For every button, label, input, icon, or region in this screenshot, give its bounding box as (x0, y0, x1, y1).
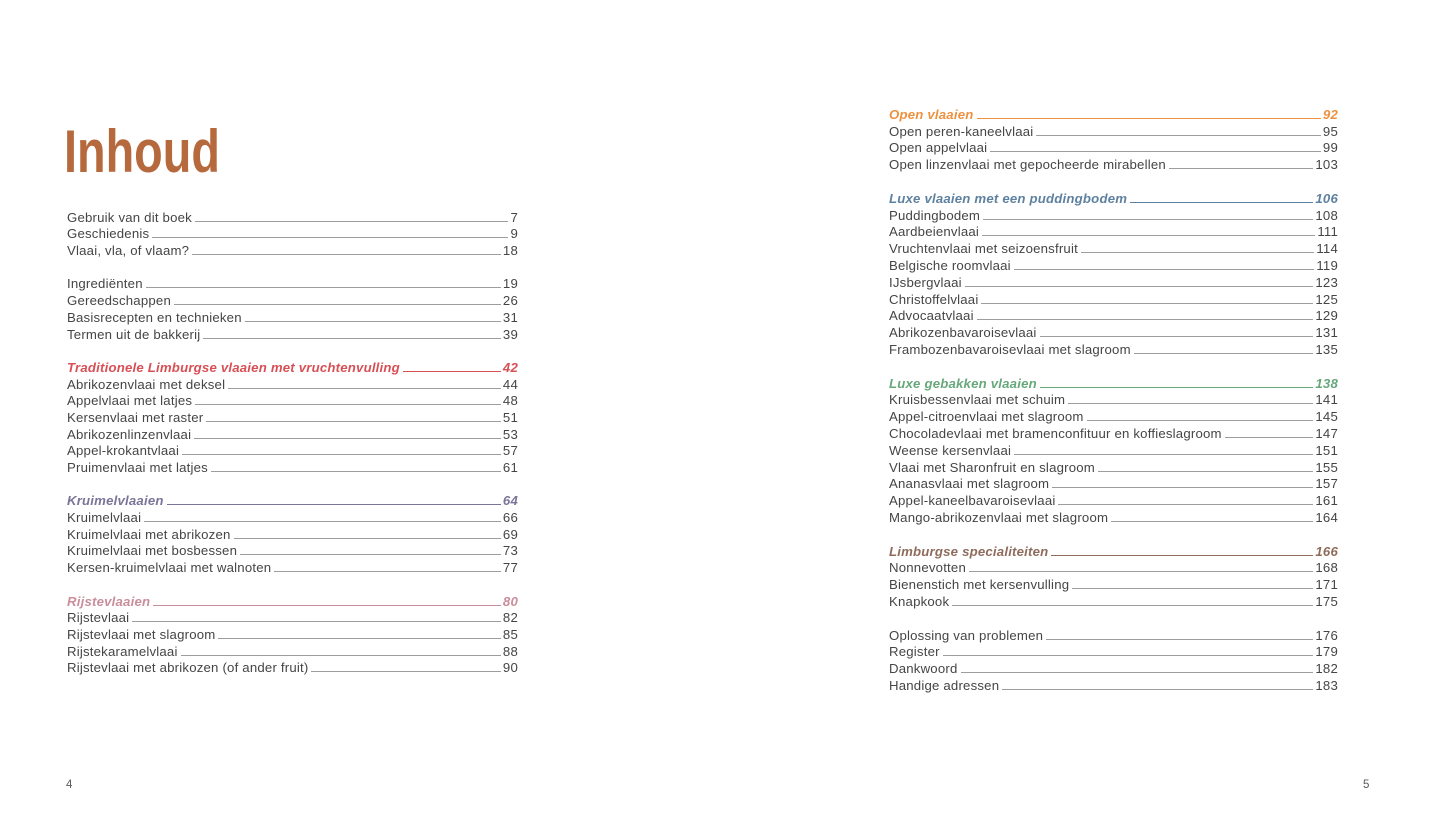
toc-entry-page-number: 73 (502, 543, 518, 559)
leader-line (144, 521, 501, 522)
toc-entry-row (889, 273, 1338, 290)
leader-line (983, 219, 1313, 220)
toc-entry-row (889, 122, 1338, 139)
toc-entry-label: Termen uit de bakkerij (67, 326, 201, 342)
leader-line (965, 286, 1314, 287)
leader-line (203, 338, 501, 339)
toc-entry-label: Rijstevlaai (67, 610, 130, 626)
toc-entry-label: Nonnevotten (889, 560, 966, 576)
toc-section (889, 374, 1338, 525)
toc-section (67, 275, 518, 342)
leader-line (403, 371, 501, 372)
toc-entry-row (889, 424, 1338, 441)
toc-section-header-row (889, 374, 1338, 391)
toc-section (67, 358, 518, 475)
leader-line (1052, 487, 1313, 488)
toc-entry-label: Vruchtenvlaai met seizoensfruit (889, 241, 1078, 257)
toc-entry-row (889, 323, 1338, 340)
toc-entry-row (889, 139, 1338, 156)
leader-line (977, 319, 1314, 320)
toc-entry-row (889, 256, 1338, 273)
toc-entry-row (67, 408, 518, 425)
toc-entry-page-number: 157 (1315, 476, 1338, 492)
toc-entry-label: Frambozenbavaroisevlaai met slagroom (889, 341, 1131, 357)
left-page-number: 4 (66, 779, 73, 791)
toc-entry-row (889, 155, 1338, 172)
toc-section-header-label: Limburgse specialiteiten (889, 543, 1049, 559)
toc-entry-label: Kruisbessenvlaai met schuim (889, 392, 1066, 408)
toc-entry-page-number: 111 (1317, 224, 1338, 240)
toc-entry-row (889, 441, 1338, 458)
toc-entry-label: Mango-abrikozenvlaai met slagroom (889, 509, 1109, 525)
leader-line (1014, 269, 1315, 270)
toc-entry-page-number: 88 (502, 643, 518, 659)
leader-line (182, 454, 501, 455)
toc-entry-label: Kruimelvlaai met bosbessen (67, 543, 238, 559)
toc-entry-row (67, 308, 518, 325)
toc-entry-label: Rijstevlaai met slagroom (67, 626, 216, 642)
toc-entry-row (67, 458, 518, 475)
toc-entry-page-number: 57 (502, 443, 518, 459)
toc-entry-page-number: 39 (502, 326, 518, 342)
toc-entry-label: Appel-citroenvlaai met slagroom (889, 409, 1084, 425)
toc-entry-label: Appelvlaai met latjes (67, 393, 193, 409)
toc-entry-row (889, 223, 1338, 240)
toc-entry-row (67, 542, 518, 559)
toc-entry-label: Christoffelvlaai (889, 291, 979, 307)
toc-entry-page-number: 147 (1315, 425, 1338, 441)
toc-entry-row (67, 275, 518, 292)
toc-entry-label: Ananasvlaai met slagroom (889, 476, 1050, 492)
toc-entry-page-number: 145 (1315, 409, 1338, 425)
toc-entry-row (889, 643, 1338, 660)
toc-entry-page-number: 141 (1315, 392, 1338, 408)
toc-entry-label: Puddingbodem (889, 207, 981, 223)
toc-entry-label: Kruimelvlaai (67, 510, 142, 526)
leader-line (206, 421, 501, 422)
leader-line (1225, 437, 1314, 438)
toc-entry-label: Rijstevlaai met abrikozen (of ander fruit) (67, 660, 309, 676)
toc-section-header-label: Luxe vlaaien met een puddingbodem (889, 190, 1128, 206)
leader-line (195, 404, 501, 405)
toc-entry-page-number: 48 (502, 393, 518, 409)
toc-entry-label: Knapkook (889, 593, 950, 609)
leader-line (195, 221, 508, 222)
toc-entry-page-number: 179 (1315, 644, 1338, 660)
toc-entry-label: Gebruik van dit boek (67, 209, 192, 225)
leader-line (990, 151, 1321, 152)
toc-entry-row (889, 206, 1338, 223)
leader-line (211, 471, 501, 472)
toc-entry-label: Appel-krokantvlaai (67, 443, 180, 459)
toc-entry-page-number: 18 (502, 243, 518, 259)
toc-section (889, 542, 1338, 609)
toc-entry-page-number: 108 (1315, 207, 1338, 223)
toc-entry-row (889, 307, 1338, 324)
toc-entry-row (889, 575, 1338, 592)
leader-line (152, 237, 508, 238)
toc-entry-row (67, 225, 518, 242)
toc-section-header-label: Kruimelvlaaien (67, 493, 164, 509)
toc-entry-row (889, 508, 1338, 525)
toc-entry-label: Geschiedenis (67, 226, 150, 242)
toc-entry-row (67, 325, 518, 342)
toc-entry-label: Register (889, 644, 940, 660)
leader-line (192, 254, 501, 255)
toc-entry-page-number: 19 (502, 276, 518, 292)
toc-entry-row (67, 642, 518, 659)
toc-entry-row (67, 508, 518, 525)
toc-entry-page-number: 26 (502, 293, 518, 309)
leader-line (1081, 252, 1314, 253)
toc-section-header-page-number: 92 (1322, 106, 1338, 122)
toc-entry-label: Open appelvlaai (889, 140, 988, 156)
toc-entry-row (889, 659, 1338, 676)
toc-entry-page-number: 183 (1315, 677, 1338, 693)
toc-entry-row (889, 458, 1338, 475)
leader-line (952, 605, 1313, 606)
toc-entry-page-number: 123 (1315, 274, 1338, 290)
toc-section-header-row (67, 592, 518, 609)
leader-line (1002, 689, 1313, 690)
toc-entry-label: IJsbergvlaai (889, 274, 962, 290)
toc-entry-row (67, 375, 518, 392)
toc-entry-row (67, 291, 518, 308)
leader-line (311, 671, 500, 672)
toc-section (889, 189, 1338, 357)
toc-section-header-page-number: 166 (1315, 543, 1338, 559)
toc-entry-page-number: 168 (1315, 560, 1338, 576)
leader-line (982, 235, 1315, 236)
toc-entry-label: Aardbeienvlaai (889, 224, 980, 240)
leader-line (234, 538, 501, 539)
right-page-number: 5 (1363, 779, 1370, 791)
leader-line (1040, 336, 1314, 337)
leader-line (194, 438, 501, 439)
toc-entry-page-number: 44 (502, 376, 518, 392)
toc-entry-page-number: 135 (1315, 341, 1338, 357)
leader-line (153, 605, 501, 606)
toc-entry-label: Abrikozenlinzenvlaai (67, 426, 192, 442)
toc-entry-page-number: 131 (1315, 325, 1338, 341)
toc-right-column (889, 105, 1338, 693)
toc-entry-row (889, 592, 1338, 609)
leader-line (240, 554, 501, 555)
toc-entry-label: Dankwoord (889, 661, 958, 677)
leader-line (961, 672, 1314, 673)
toc-entry-page-number: 61 (502, 460, 518, 475)
toc-entry-label: Kersen-kruimelvlaai met walnoten (67, 560, 272, 576)
toc-entry-label: Advocaatvlaai (889, 308, 974, 324)
toc-left-column (67, 208, 518, 675)
leader-line (1040, 387, 1314, 388)
toc-entry-page-number: 175 (1315, 593, 1338, 609)
toc-entry-row (67, 609, 518, 626)
toc-section (889, 626, 1338, 693)
toc-entry-page-number: 171 (1315, 577, 1338, 593)
leader-line (1058, 504, 1313, 505)
toc-entry-page-number: 151 (1315, 442, 1338, 458)
leader-line (977, 118, 1321, 119)
leader-line (1046, 639, 1313, 640)
toc-entry-row (67, 208, 518, 225)
leader-line (1087, 420, 1314, 421)
toc-entry-row (67, 442, 518, 459)
toc-section-header-label: Luxe gebakken vlaaien (889, 375, 1037, 391)
toc-section-header-row (67, 358, 518, 375)
toc-entry-page-number: 103 (1315, 157, 1338, 173)
toc-entry-label: Chocoladevlaai met bramenconfituur en koffieslagroom (889, 425, 1222, 441)
toc-entry-label: Appel-kaneelbavaroisevlaai (889, 493, 1056, 509)
toc-entry-page-number: 53 (502, 426, 518, 442)
toc-section-header-row (889, 189, 1338, 206)
toc-section-header-page-number: 64 (502, 493, 518, 509)
toc-entry-page-number: 9 (510, 226, 518, 242)
leader-line (1051, 555, 1313, 556)
toc-entry-page-number: 164 (1315, 509, 1338, 525)
toc-entry-page-number: 69 (502, 526, 518, 542)
toc-entry-page-number: 129 (1315, 308, 1338, 324)
toc-entry-page-number: 125 (1315, 291, 1338, 307)
leader-line (245, 321, 501, 322)
toc-section-header-row (67, 492, 518, 509)
toc-entry-row (889, 391, 1338, 408)
toc-entry-page-number: 182 (1315, 661, 1338, 677)
toc-entry-label: Handige adressen (889, 677, 1000, 693)
toc-entry-row (889, 290, 1338, 307)
toc-entry-label: Vlaai met Sharonfruit en slagroom (889, 459, 1095, 475)
page-title: Inhoud (64, 118, 220, 185)
toc-entry-label: Kersenvlaai met raster (67, 409, 204, 425)
toc-section (67, 208, 518, 258)
toc-entry-label: Oplossing van problemen (889, 627, 1044, 643)
toc-entry-row (889, 340, 1338, 357)
leader-line (1169, 168, 1313, 169)
toc-entry-label: Pruimenvlaai met latjes (67, 460, 208, 475)
toc-entry-row (67, 625, 518, 642)
toc-entry-label: Basisrecepten en technieken (67, 309, 242, 325)
leader-line (1130, 202, 1313, 203)
toc-section-header-row (889, 105, 1338, 122)
toc-entry-label: Rijstekaramelvlaai (67, 643, 178, 659)
leader-line (981, 303, 1313, 304)
toc-entry-page-number: 95 (1322, 123, 1338, 139)
toc-section-header-row (889, 542, 1338, 559)
toc-entry-row (67, 241, 518, 258)
toc-section-header-page-number: 42 (502, 359, 518, 375)
toc-entry-label: Ingrediënten (67, 276, 143, 292)
leader-line (218, 638, 500, 639)
toc-entry-label: Abrikozenvlaai met deksel (67, 376, 226, 392)
toc-entry-row (889, 475, 1338, 492)
leader-line (1134, 353, 1314, 354)
toc-entry-row (889, 491, 1338, 508)
leader-line (1068, 403, 1313, 404)
leader-line (228, 388, 501, 389)
leader-line (1098, 471, 1313, 472)
toc-entry-row (67, 558, 518, 575)
leader-line (174, 304, 501, 305)
toc-entry-page-number: 99 (1322, 140, 1338, 156)
toc-entry-row (67, 392, 518, 409)
toc-entry-row (889, 239, 1338, 256)
toc-section-header-label: Rijstevlaaien (67, 593, 151, 609)
toc-entry-row (889, 626, 1338, 643)
leader-line (1072, 588, 1313, 589)
toc-entry-page-number: 82 (502, 610, 518, 626)
toc-entry-row (889, 407, 1338, 424)
leader-line (146, 287, 501, 288)
toc-entry-page-number: 85 (502, 626, 518, 642)
toc-entry-label: Belgische roomvlaai (889, 257, 1011, 273)
toc-entry-label: Open peren-kaneelvlaai (889, 123, 1034, 139)
leader-line (943, 655, 1314, 656)
toc-entry-page-number: 7 (510, 209, 518, 225)
leader-line (274, 571, 501, 572)
toc-entry-page-number: 51 (502, 409, 518, 425)
toc-entry-label: Open linzenvlaai met gepocheerde mirabellen (889, 157, 1166, 173)
toc-entry-page-number: 119 (1316, 257, 1338, 273)
toc-entry-page-number: 77 (502, 560, 518, 576)
toc-entry-label: Abrikozenbavaroisevlaai (889, 325, 1037, 341)
toc-entry-row (889, 676, 1338, 693)
toc-section (67, 492, 518, 575)
toc-entry-row (67, 659, 518, 676)
toc-section-header-label: Open vlaaien (889, 106, 974, 122)
toc-entry-label: Bienenstich met kersenvulling (889, 577, 1070, 593)
toc-entry-page-number: 155 (1315, 459, 1338, 475)
leader-line (167, 504, 501, 505)
leader-line (1111, 521, 1313, 522)
toc-entry-page-number: 114 (1316, 241, 1338, 257)
toc-entry-label: Vlaai, vla, of vlaam? (67, 243, 190, 259)
toc-entry-page-number: 66 (502, 510, 518, 526)
toc-entry-label: Kruimelvlaai met abrikozen (67, 526, 231, 542)
toc-entry-label: Gereedschappen (67, 293, 171, 309)
toc-entry-row (67, 425, 518, 442)
leader-line (132, 621, 501, 622)
toc-entry-page-number: 90 (502, 660, 518, 676)
toc-entry-row (889, 559, 1338, 576)
leader-line (181, 655, 501, 656)
toc-entry-page-number: 176 (1315, 627, 1338, 643)
toc-entry-label: Weense kersenvlaai (889, 442, 1012, 458)
leader-line (969, 571, 1313, 572)
toc-section-header-page-number: 80 (502, 593, 518, 609)
toc-section-header-label: Traditionele Limburgse vlaaien met vruchtenvulling (67, 359, 400, 375)
toc-section (889, 105, 1338, 172)
toc-entry-page-number: 161 (1315, 493, 1338, 509)
toc-entry-page-number: 31 (502, 309, 518, 325)
leader-line (1036, 135, 1320, 136)
toc-section-header-page-number: 106 (1315, 190, 1338, 206)
toc-section-header-page-number: 138 (1315, 375, 1338, 391)
toc-section (67, 592, 518, 675)
leader-line (1014, 454, 1313, 455)
toc-entry-row (67, 525, 518, 542)
